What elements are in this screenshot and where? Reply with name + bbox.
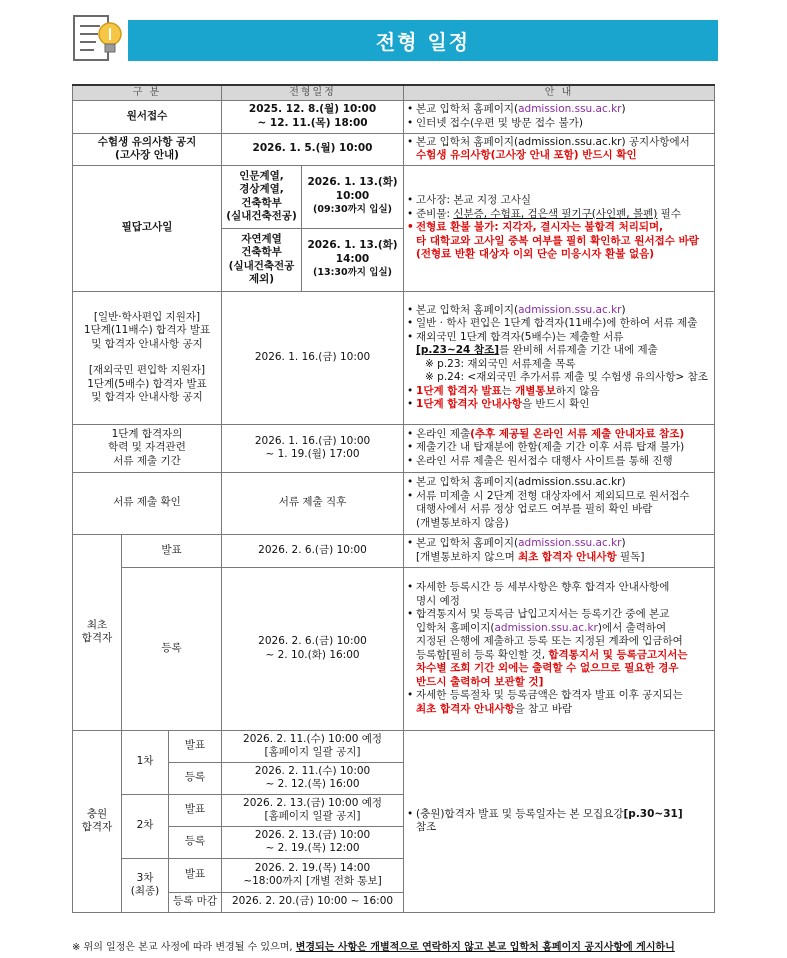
docs-dates: 2026. 1. 16.(금) 10:00 ~ 1. 19.(월) 17:00 [222, 424, 404, 472]
additional-info: • (충원)합격자 발표 및 등록일자는 본 모집요강[p.30~31] 참조 [404, 730, 715, 913]
row-label-final: 최초 합격자 [73, 534, 122, 730]
round-3-announce-label: 발표 [169, 858, 222, 892]
row-label-check: 서류 제출 확인 [73, 472, 222, 534]
exam-group-science: 자연계열 건축학부 (실내건축전공 제외) [222, 228, 302, 291]
schedule-table [72, 84, 715, 913]
round-2: 2차 [122, 794, 169, 858]
table-row [73, 133, 715, 165]
stage1-date: 2026. 1. 16.(금) 10:00 [222, 291, 404, 424]
apply-info: • 본교 입학처 홈페이지(admission.ssu.ac.kr) • 인터넷 접수(우편 및 방문 접수 불가) [404, 100, 715, 133]
row-label-apply: 원서접수 [73, 100, 222, 133]
check-info: • 본교 입학처 홈페이지(admission.ssu.ac.kr) • 서류 미제출 시 2단계 전형 대상자에서 제외되므로 원서접수 대행사에서 서류 정상 업로드 여부를 필히 확인 바람 (개별통보하지 않음) [404, 472, 715, 534]
round-2-register-label: 등록 [169, 826, 222, 858]
notice-date: 2026. 1. 5.(월) 10:00 [222, 133, 404, 165]
final-announce-date: 2026. 2. 6.(금) 10:00 [222, 534, 404, 567]
stage1-site-link[interactable]: admission.ssu.ac.kr [518, 303, 622, 316]
notice-info: • 본교 입학처 홈페이지(admission.ssu.ac.kr) 공지사항에서 수험생 유의사항(고사장 안내 포함) 반드시 확인 [404, 133, 715, 165]
final-announce-label: 발표 [122, 534, 222, 567]
table-row [73, 291, 715, 424]
table-row [73, 424, 715, 472]
round-1-announce-date: 2026. 2. 11.(수) 10:00 예정 [홈페이지 일괄 공지] [222, 730, 404, 762]
docs-info: • 온라인 제출(추후 제공될 온라인 서류 제출 안내자료 참조) • 제출기간 내 탑재분에 한함(제출 기간 이후 서류 탑재 불가) • 온라인 서류 제출은 원서접수 대행사 사이트를 통해 진행 [404, 424, 715, 472]
final-register-info: • 자세한 등록시간 등 세부사항은 향후 합격자 안내사항에 명시 예정 • 합격통지서 및 등록금 납입고지서는 등록기간 중에 본교 입학처 홈페이지(admission.ssu.ac.kr)에서 출력하여 지정된 은행에 제출하고 등록 또는 지정된 계좌에 입금하여 등록함[필히 등록 확인할 것, 합격통지서 및 등록금고지서는 차수별 조회 기간 외에는 출력할 수 없으므로 필요한 경우 반드시 출력하여 보관할 것] • 자세한 등록절차 및 등록금액은 합격자 발표 이후 공지되는 최초 합격자 안내사항을 참고 바람 [404, 567, 715, 730]
table-row [73, 165, 715, 228]
apply-dates: 2025. 12. 8.(월) 10:00 ~ 12. 11.(목) 18:00 [222, 100, 404, 133]
table-row [73, 534, 715, 567]
table-row [73, 567, 715, 730]
page-title: 전형 일정 [128, 20, 718, 61]
row-label-additional: 충원 합격자 [73, 730, 122, 913]
round-1-register-date: 2026. 2. 11.(수) 10:00 ~ 2. 12.(목) 16:00 [222, 762, 404, 794]
row-label-exam: 필답고사일 [73, 165, 222, 291]
header-category: 구 분 [73, 85, 222, 100]
row-label-docs: 1단계 합격자의 학력 및 자격관련 서류 제출 기간 [73, 424, 222, 472]
exam-date-science: 2026. 1. 13.(화) 14:00 (13:30까지 입실) [302, 228, 404, 291]
table-row [73, 472, 715, 534]
round-3-deadline-date: 2026. 2. 20.(금) 10:00 ~ 16:00 [222, 892, 404, 912]
apply-site-link[interactable]: admission.ssu.ac.kr [518, 103, 622, 115]
final-register-dates: 2026. 2. 6.(금) 10:00 ~ 2. 10.(화) 16:00 [222, 567, 404, 730]
round-3: 3차 (최종) [122, 858, 169, 912]
row-label-notice: 수험생 유의사항 공지 (고사장 안내) [73, 133, 222, 165]
exam-info: • 고사장: 본교 지정 고사실 • 준비물: 신분증, 수험표, 검은색 필기구(사인펜, 볼펜) 필수 • 전형료 환불 불가: 지각자, 결시자는 불합격 처리되며, 타 대학교와 고사일 중복 여부를 필히 확인하고 원서접수 바람 (전형료 반환 대상자 이외 단순 미응시자 환불 없음) [404, 165, 715, 291]
header-guide: 안 내 [404, 85, 715, 100]
stage1-info: • 본교 입학처 홈페이지(admission.ssu.ac.kr) • 일반 · 학사 편입은 1단계 합격자(11배수)에 한하여 서류 제출 • 재외국민 1단계 합격자(5배수)는 제출할 서류 [p.23~24 참조]를 완비해 서류제출 기간 내에 제출 ※ p.23: 재외국민 서류제출 목록 ※ p.24: <재외국민 추가서류 제출 및 수험생 유의사항> 참조 • 1단계 합격자 발표는 개별통보하지 않음 • 1단계 합격자 안내사항을 반드시 확인 [404, 291, 715, 424]
exam-date-humanities: 2026. 1. 13.(화) 10:00 (09:30까지 입실) [302, 165, 404, 228]
round-1-announce-label: 발표 [169, 730, 222, 762]
table-header-row [73, 85, 715, 100]
round-3-announce-date: 2026. 2. 19.(목) 14:00 ~18:00까지 [개별 전화 통보] [222, 858, 404, 892]
round-2-announce-label: 발표 [169, 794, 222, 826]
table-row [73, 730, 715, 762]
round-2-register-date: 2026. 2. 13.(금) 10:00 ~ 2. 19.(목) 12:00 [222, 826, 404, 858]
round-3-deadline-label: 등록 마감 [169, 892, 222, 912]
final-site-link[interactable]: admission.ssu.ac.kr [518, 537, 622, 549]
round-1-register-label: 등록 [169, 762, 222, 794]
final-register-label: 등록 [122, 567, 222, 730]
header-schedule: 전형일정 [222, 85, 404, 100]
document-bulb-icon [72, 12, 124, 64]
round-1: 1차 [122, 730, 169, 794]
footer-note: ※ 위의 일정은 본교 사정에 따라 변경될 수 있으며, 변경되는 사항은 개별적으로 연락하지 않고 본교 입학처 홈페이지 공지사항에 게시하니 [72, 942, 675, 953]
final-announce-info: • 본교 입학처 홈페이지(admission.ssu.ac.kr) [개별통보하지 않으며 최초 합격자 안내사항 필독] [404, 534, 715, 567]
check-date: 서류 제출 직후 [222, 472, 404, 534]
round-2-announce-date: 2026. 2. 13.(금) 10:00 예정 [홈페이지 일괄 공지] [222, 794, 404, 826]
exam-group-humanities: 인문계열, 경상계열, 건축학부 (실내건축전공) [222, 165, 302, 228]
table-row [73, 100, 715, 133]
row-label-stage1: [일반·학사편입 지원자] 1단계(11배수) 합격자 발표 및 합격자 안내사항 공지 [재외국민 편입학 지원자] 1단계(5배수) 합격자 발표 및 합격자 안내사항 공지 [73, 291, 222, 424]
